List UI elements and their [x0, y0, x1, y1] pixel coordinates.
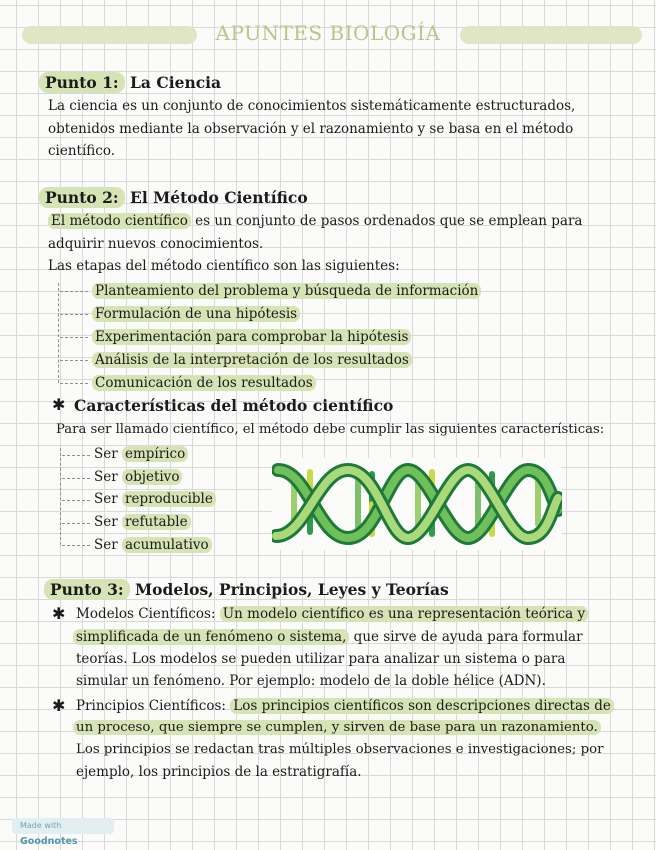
etapa-item-5-text: Comunicación de los resultados: [92, 375, 316, 391]
etapa-item-4-text: Análisis de la interpretación de los resultados: [92, 352, 412, 368]
etapas-branch-4: [60, 360, 88, 361]
metodo-intro-rest: es un conjunto de pasos ordenados que se emplean para: [190, 213, 583, 229]
etapas-branch-3: [60, 337, 88, 338]
car-2-word: objetivo: [122, 469, 182, 485]
etapa-item-3-text: Experimentación para comprobar la hipótesis: [92, 329, 411, 345]
car-branch-2: [62, 478, 90, 479]
modelos-highlight-b: simplificada de un fenómeno o sistema,: [73, 629, 349, 645]
etapa-item-1: [92, 280, 481, 302]
caracteristicas-intro: Para ser llamado científico, el método debe cumplir las siguientes características:: [56, 422, 605, 437]
punto2-heading: Punto 2: El Método Científico: [39, 188, 308, 207]
etapa-item-2: [92, 303, 300, 325]
principios-line-4: ejemplo, los principios de la estratigrafía.: [76, 764, 362, 780]
punto3-label: Punto 3: [50, 580, 118, 599]
car-5-prefix: Ser: [94, 537, 118, 553]
caracteristica-3: [94, 488, 216, 510]
punto1-label: Punto 1: [45, 73, 113, 92]
car-branch-4: [62, 523, 90, 524]
punto1-line-2: obtenidos mediante la observación y el razonamiento y se basa en el método: [48, 120, 574, 137]
goodnotes-brand: Goodnotes: [20, 836, 78, 847]
made-with-text: Made with: [20, 821, 62, 830]
car-branch-3: [62, 500, 90, 501]
etapa-item-1-text: Planteamiento del problema y búsqueda de información: [92, 283, 481, 299]
etapa-item-4: [92, 349, 412, 371]
principios-line-1: [76, 695, 614, 717]
punto1-text: [48, 95, 648, 163]
dna-helix-image: [272, 458, 562, 550]
etapas-branch-5: [60, 383, 88, 384]
principios-label: Principios Científicos:: [76, 698, 226, 714]
metodo-highlight: El método científico: [48, 213, 191, 229]
punto1-line-1: La ciencia es un conjunto de conocimientos sistemáticamente estructurados,: [48, 98, 576, 114]
caracteristica-1: [94, 443, 188, 465]
modelos-label: Modelos Científicos:: [76, 606, 216, 622]
punto2-label: Punto 2: [45, 188, 113, 207]
car-2-prefix: Ser: [94, 469, 118, 485]
caracteristica-2: [94, 466, 182, 488]
modelos-rest-b: que sirve de ayuda para formular: [349, 629, 583, 645]
caracteristicas-tree-line: [60, 448, 61, 545]
etapa-item-2-text: Formulación de una hipótesis: [92, 306, 300, 322]
caracteristicas-heading: Características del método científico: [74, 396, 394, 415]
modelos-highlight-a: Un modelo científico es una representación teórica y: [220, 606, 588, 622]
caracteristica-4: [94, 511, 191, 533]
punto2-title: El Método Científico: [130, 188, 308, 207]
principios-highlight-b: un proceso, que siempre se cumplen, y sirven de base para un razonamiento.: [73, 720, 601, 735]
asterisk-icon: ✱: [52, 395, 66, 414]
modelos-line-3: teorías. Los modelos se pueden utilizar para analizar un sistema o para: [76, 651, 566, 667]
car-3-word: reproducible: [122, 491, 216, 507]
caracteristica-5: [94, 534, 212, 556]
punto2-intro-line-1: [48, 210, 582, 232]
punto1-heading: Punto 1: La Ciencia: [39, 73, 221, 92]
car-1-word: empírico: [122, 446, 188, 462]
modelos-line-4: simular un fenómeno. Por ejemplo: modelo de la doble hélice (ADN).: [76, 673, 546, 689]
etapa-item-5: [92, 372, 316, 394]
punto1-title: La Ciencia: [130, 73, 222, 92]
punto3-heading: Punto 3: Modelos, Principios, Leyes y Teorías: [44, 580, 449, 599]
car-3-prefix: Ser: [94, 491, 118, 507]
etapas-branch-1: [60, 291, 88, 292]
page-title: APUNTES BIOLOGÍA: [215, 21, 441, 45]
etapas-intro: Las etapas del método científico son las siguientes:: [48, 258, 400, 274]
car-4-prefix: Ser: [94, 514, 118, 530]
etapas-tree-line: [58, 283, 59, 383]
goodnotes-badge: [12, 818, 114, 847]
etapas-branch-2: [60, 314, 88, 315]
punto3-title: Modelos, Principios, Leyes y Teorías: [135, 580, 449, 599]
car-branch-5: [62, 545, 90, 546]
car-branch-1: [62, 455, 90, 456]
punto1-line-3: científico.: [48, 143, 116, 159]
car-5-word: acumulativo: [122, 537, 212, 553]
punto2-intro-line-2: adquirir nuevos conocimientos.: [48, 236, 264, 252]
etapa-item-3: [92, 326, 411, 348]
car-4-word: refutable: [122, 514, 191, 530]
car-1-prefix: Ser: [94, 446, 118, 462]
asterisk-icon: ✱: [52, 696, 66, 715]
modelos-line-2: [73, 626, 583, 648]
principios-highlight-a: Los principios científicos son descripciones directas de: [230, 698, 614, 714]
modelos-line-1: [76, 603, 588, 625]
principios-line-2: [73, 717, 601, 739]
principios-line-3: Los principios se redactan tras múltiples observaciones e investigaciones; por: [76, 742, 604, 757]
asterisk-icon: ✱: [52, 604, 66, 623]
